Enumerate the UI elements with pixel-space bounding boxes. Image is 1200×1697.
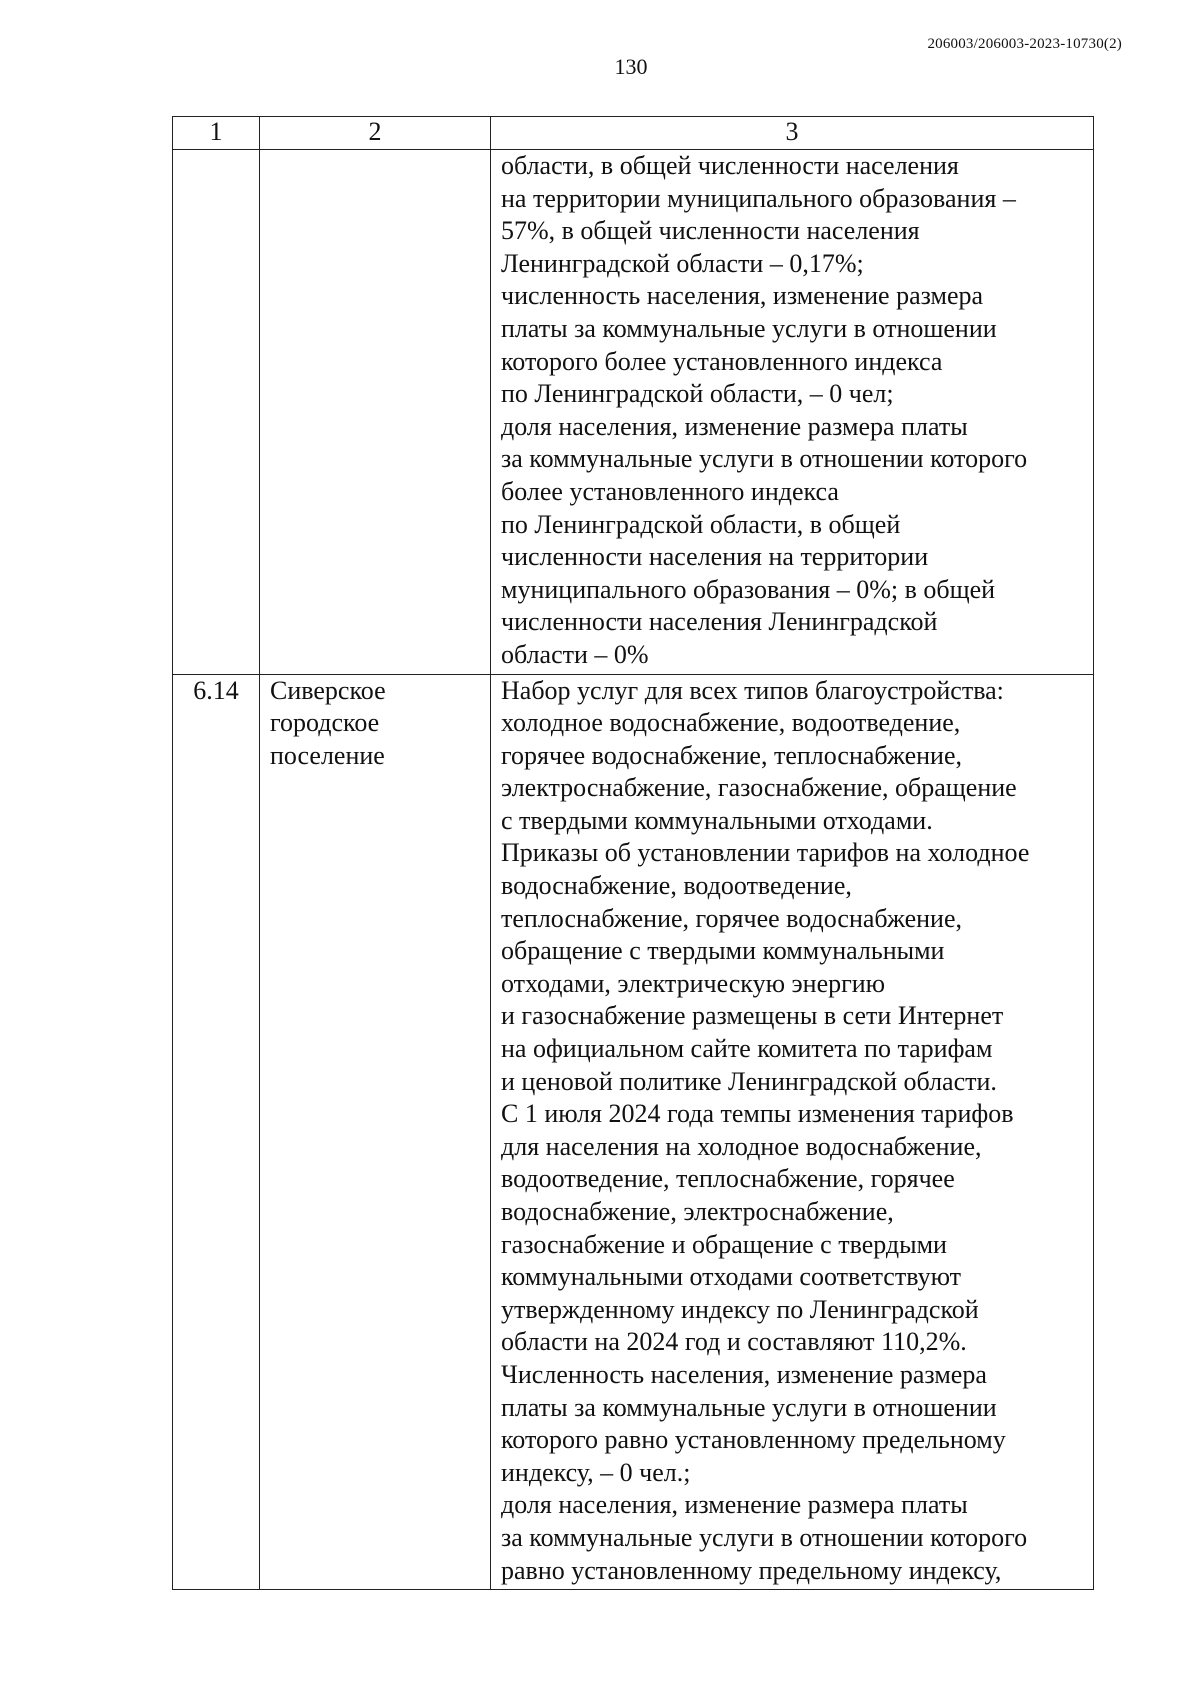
description-line: с твердыми коммунальными отходами. [501, 805, 933, 835]
description-line: численности населения на территории [501, 542, 929, 572]
description-line: Ленинградской области – 0,17%; [501, 248, 864, 278]
description-line: водоотведение, теплоснабжение, горячее [501, 1164, 955, 1194]
description-line: на территории муниципального образования – [501, 183, 1016, 213]
column-header-1: 1 [173, 117, 260, 150]
description-line: доля населения, изменение размера платы [501, 1490, 968, 1520]
description-line: 57%, в общей численности населения [501, 216, 920, 246]
description-line: Численность населения, изменение размера [501, 1359, 987, 1389]
description-line: по Ленинградской области, – 0 чел; [501, 379, 894, 409]
page-number: 130 [614, 54, 648, 79]
description-cell [491, 674, 1094, 1590]
description-line: платы за коммунальные услуги в отношении [501, 313, 997, 343]
column-header-3: 3 [491, 117, 1094, 150]
description-line: по Ленинградской области, в общей [501, 509, 901, 539]
description-line: горячее водоснабжение, теплоснабжение, [501, 740, 963, 770]
table-body [173, 150, 1094, 1590]
settlement-name-cell [260, 674, 491, 1590]
description-line: и газоснабжение размещены в сети Интернет [501, 1001, 1004, 1031]
row-number: 6.14 [193, 675, 239, 705]
settlement-name-cell [260, 150, 491, 675]
description-line: для населения на холодное водоснабжение, [501, 1131, 982, 1161]
description-line: за коммунальные услуги в отношении которого [501, 1522, 1028, 1552]
settlement-name-line: Сиверское [270, 675, 386, 705]
description-line: численность населения, изменение размера [501, 281, 984, 311]
description-line: и ценовой политике Ленинградской области. [501, 1066, 997, 1096]
description-line: газоснабжение и обращение с твердыми [501, 1229, 947, 1259]
description-line: которого равно установленному предельному [501, 1425, 1006, 1455]
description-line: Приказы об установлении тарифов на холодное [501, 838, 1030, 868]
data-table [172, 116, 1094, 1590]
description-line: электроснабжение, газоснабжение, обращение [501, 773, 1017, 803]
description-line: за коммунальные услуги в отношении которого [501, 444, 1028, 474]
description-line: коммунальными отходами соответствуют [501, 1262, 962, 1292]
description-line: водоснабжение, электроснабжение, [501, 1197, 894, 1226]
table-row [173, 150, 1094, 675]
row-number-cell [173, 674, 260, 1590]
description-line: области – 0% [501, 639, 649, 669]
description-line: обращение с твердыми коммунальными [501, 936, 945, 966]
settlement-name-line: поселение [270, 740, 385, 770]
description-line: индексу, – 0 чел.; [501, 1457, 691, 1487]
description-line: которого более установленного индекса [501, 346, 943, 376]
description-line: холодное водоснабжение, водоотведение, [501, 708, 961, 738]
description-line: водоснабжение, водоотведение, [501, 871, 852, 901]
description-line: области на 2024 год и составляют 110,2%. [501, 1327, 967, 1357]
document-id: 206003/206003-2023-10730(2) [927, 36, 1122, 52]
row-number-cell [173, 150, 260, 675]
table-row [173, 674, 1094, 1590]
description-line: утвержденному индексу по Ленинградской [501, 1294, 979, 1324]
description-line: на официальном сайте комитета по тарифам [501, 1034, 993, 1064]
table-header-row [173, 117, 1094, 150]
description-line: С 1 июля 2024 года темпы изменения тарифов [501, 1099, 1014, 1129]
description-line: платы за коммунальные услуги в отношении [501, 1392, 997, 1422]
description-line: муниципального образования – 0%; в общей [501, 574, 996, 604]
description-line: отходами, электрическую энергию [501, 968, 886, 998]
description-line: области, в общей численности населения [501, 151, 959, 180]
settlement-name-line: городское [270, 708, 380, 738]
description-line: равно установленному предельному индексу, [501, 1555, 1002, 1585]
description-line: доля населения, изменение размера платы [501, 411, 968, 441]
description-line: более установленного индекса [501, 476, 839, 506]
column-header-2: 2 [260, 117, 491, 150]
description-line: Набор услуг для всех типов благоустройства: [501, 675, 1004, 705]
description-line: теплоснабжение, горячее водоснабжение, [501, 903, 963, 933]
description-cell [491, 150, 1094, 675]
description-line: численности населения Ленинградской [501, 607, 938, 637]
